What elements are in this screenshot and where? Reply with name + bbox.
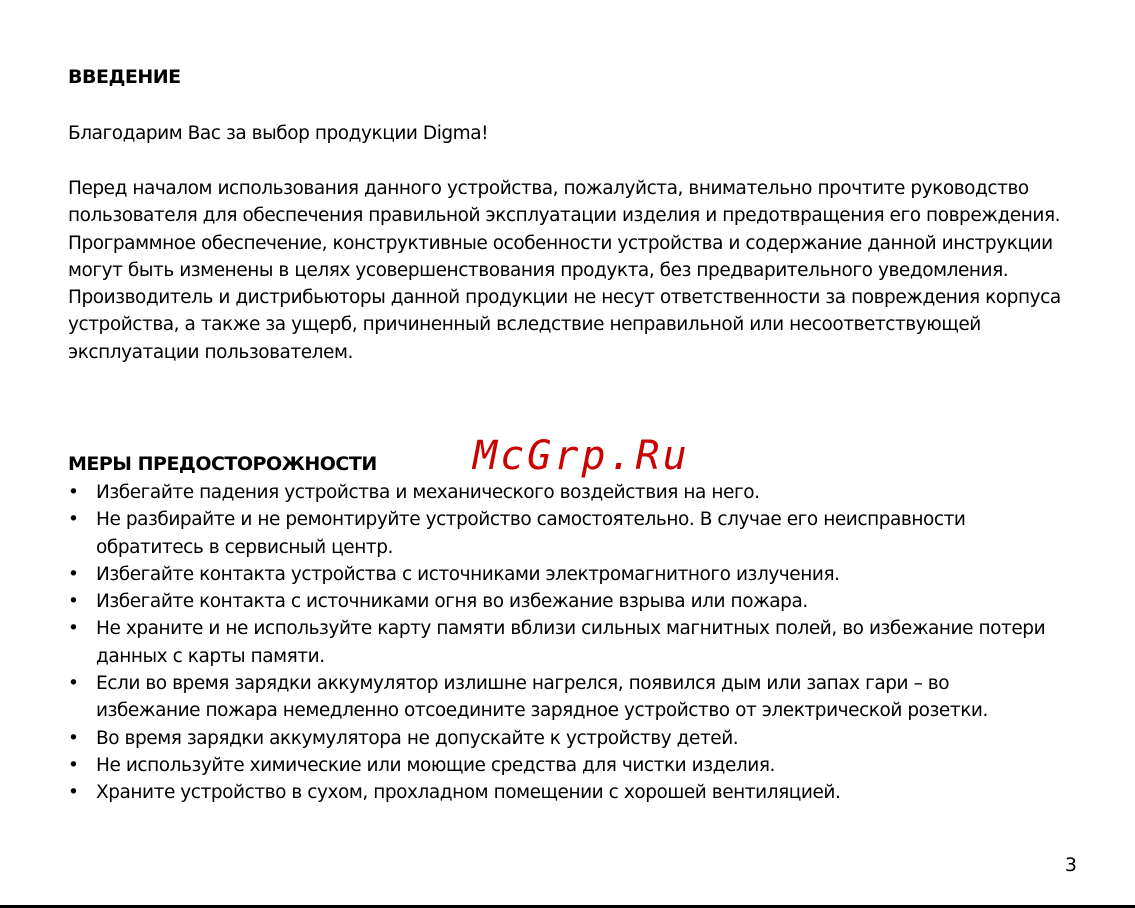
bullet-dot: • [68,727,79,749]
list-item [68,479,1058,506]
list-item [68,561,1058,588]
list-item-text: Не храните и не используйте карту памяти вблизи сильных магнитных полей, во избежание потери данных с карты памяти. [96,618,1046,667]
list-item-text: Если во время зарядки аккумулятор излишне нагрелся, появился дым или запах гари – во избежание пожара немедленно отсоедините зарядное устройство от электрической розетки. [96,673,988,722]
intro-thanks: Благодарим Вас за выбор продукции Digma! [68,123,489,144]
intro-heading: ВВЕДЕНИЕ [68,66,181,88]
bullet-dot: • [68,754,79,776]
intro-paragraph: Перед началом использования данного устройства, пожалуйста, внимательно прочтите руководство пользователя для обеспечения правильной эксплуатации изделия и предотвращения его повреждения. Программное обеспечение, конструктивные особенности устройства и содержание данной инструкции могут быть изменены в целях усовершенствования продукта, без предварительного уведомления. Производитель и дистрибьюторы данной продукции не несут ответственности за повреждения корпуса устройства, а также за ущерб, причиненный вследствие неправильной или несоответствующей эксплуатации пользователем. [68,178,1061,363]
bullet-dot: • [68,591,79,613]
list-item [68,506,1058,561]
list-item [68,615,1058,670]
bullet-dot: • [68,509,79,531]
watermark: McGrp.Ru [473,433,690,479]
bullet-dot: • [68,482,79,503]
list-item-text: Во время зарядки аккумулятора не допускайте к устройству детей. [96,727,739,749]
list-item-text: Храните устройство в сухом, прохладном помещении с хорошей вентиляцией. [96,782,841,804]
list-item [68,725,1058,752]
list-item-text: Избегайте контакта устройства с источниками электромагнитного излучения. [96,563,840,585]
list-item-text: Избегайте падения устройства и механического воздействия на него. [96,482,760,503]
list-item [68,779,1058,806]
bullet-dot: • [68,618,79,640]
precautions-list [68,479,1058,807]
list-item-text: Избегайте контакта с источниками огня во избежание взрыва или пожара. [96,591,808,613]
list-item-text: Не используйте химические или моющие средства для чистки изделия. [96,754,775,776]
precautions-heading: МЕРЫ ПРЕДОСТОРОЖНОСТИ [68,453,377,475]
page-number: 3 [1064,854,1077,876]
bullet-dot: • [68,673,79,695]
bullet-dot: • [68,782,79,804]
bullet-dot: • [68,563,79,585]
list-item-text: Не разбирайте и не ремонтируйте устройство самостоятельно. В случае его неисправности обратитесь в сервисный центр. [96,509,966,558]
list-item [68,670,1058,725]
list-item [68,752,1058,779]
list-item [68,588,1058,615]
